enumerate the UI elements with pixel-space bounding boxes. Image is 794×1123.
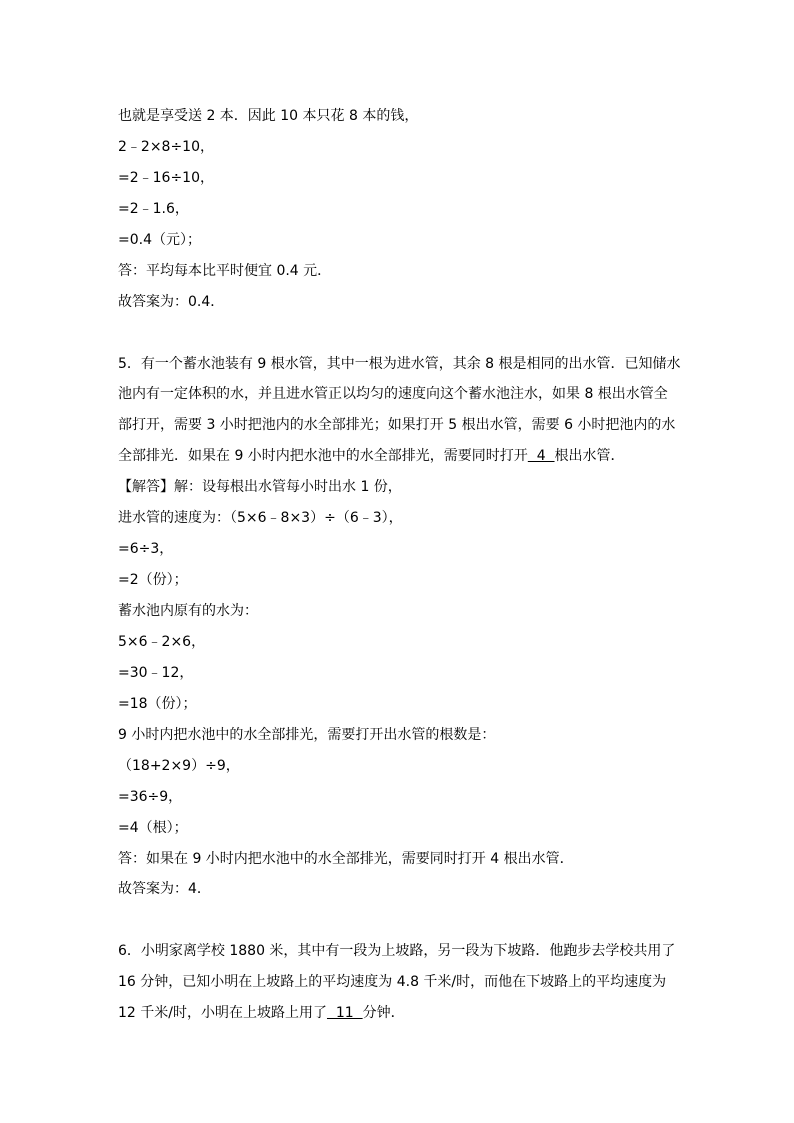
question-text: 分钟． bbox=[362, 1005, 405, 1022]
question-text-line: 5．有一个蓄水池装有 9 根水管，其中一根为进水管，其余 8 根是相同的出水管．已知储水 bbox=[118, 355, 681, 372]
solution-line: 答：如果在 9 小时内把水池中的水全部排光，需要同时打开 4 根出水管． bbox=[118, 850, 574, 867]
solution-line: （18+2×9）÷9， bbox=[118, 757, 240, 774]
text-line: 也就是享受送 2 本．因此 10 本只花 8 本的钱， bbox=[118, 108, 419, 124]
question-text-line: 6．小明家离学校 1880 米，其中有一段为上坡路，另一段为下坡路．他跑步去学校共用了 bbox=[118, 943, 676, 960]
text-line: 2﹣2×8÷10， bbox=[118, 138, 214, 155]
question-text: 全部排光．如果在 9 小时内把水池中的水全部排光，需要同时打开 bbox=[118, 448, 528, 465]
solution-line: 故答案为：4． bbox=[118, 881, 211, 898]
spacer bbox=[118, 905, 688, 936]
question-text-line bbox=[118, 998, 688, 1029]
solution-line: =2（份）； bbox=[118, 572, 188, 589]
previous-solution bbox=[118, 101, 688, 318]
solution-line: 5×6﹣2×6， bbox=[118, 633, 206, 650]
solution-line: =30﹣12， bbox=[118, 664, 194, 681]
text-line: 答：平均每本比平时便宜 0.4 元． bbox=[118, 262, 332, 279]
question-5 bbox=[118, 349, 688, 906]
solution-line: =4（根）； bbox=[118, 819, 188, 836]
question-text-line: 池内有一定体积的水，并且进水管正以均匀的速度向这个蓄水池注水，如果 8 根出水管全 bbox=[118, 386, 668, 403]
solution-line: =18（份）； bbox=[118, 695, 197, 712]
document-page bbox=[118, 101, 688, 1029]
solution-line: 蓄水池内原有的水为： bbox=[118, 603, 258, 619]
text-line: 故答案为：0.4． bbox=[118, 293, 225, 310]
solution-line: =6÷3， bbox=[118, 541, 174, 558]
text-line: =2﹣16÷10， bbox=[118, 169, 214, 186]
question-text-line: 16 分钟，已知小明在上坡路上的平均速度为 4.8 千米/时，而他在下坡路上的平均速度为 bbox=[118, 974, 667, 991]
text-line: =0.4（元）； bbox=[118, 231, 201, 248]
question-6 bbox=[118, 936, 688, 1029]
question-text: 12 千米/时，小明在上坡路上用了 bbox=[118, 1005, 327, 1022]
solution-line: 进水管的速度为：（5×6﹣8×3）÷（6﹣3）， bbox=[118, 510, 403, 527]
solution-line: =36÷9， bbox=[118, 788, 183, 805]
question-text-line bbox=[118, 441, 688, 472]
question-text: 根出水管． bbox=[554, 448, 625, 465]
solution-line: 【解答】解：设每根出水管每小时出水 1 份， bbox=[118, 479, 402, 496]
solution-line: 9 小时内把水池中的水全部排光，需要打开出水管的根数是： bbox=[118, 726, 496, 743]
answer-blank: 4 bbox=[527, 448, 555, 465]
answer-blank: 11 bbox=[326, 1005, 363, 1022]
spacer bbox=[118, 318, 688, 349]
text-line: =2﹣1.6， bbox=[118, 200, 189, 217]
question-text-line: 部打开，需要 3 小时把池内的水全部排光；如果打开 5 根出水管，需要 6 小时把池内的水 bbox=[118, 417, 676, 434]
